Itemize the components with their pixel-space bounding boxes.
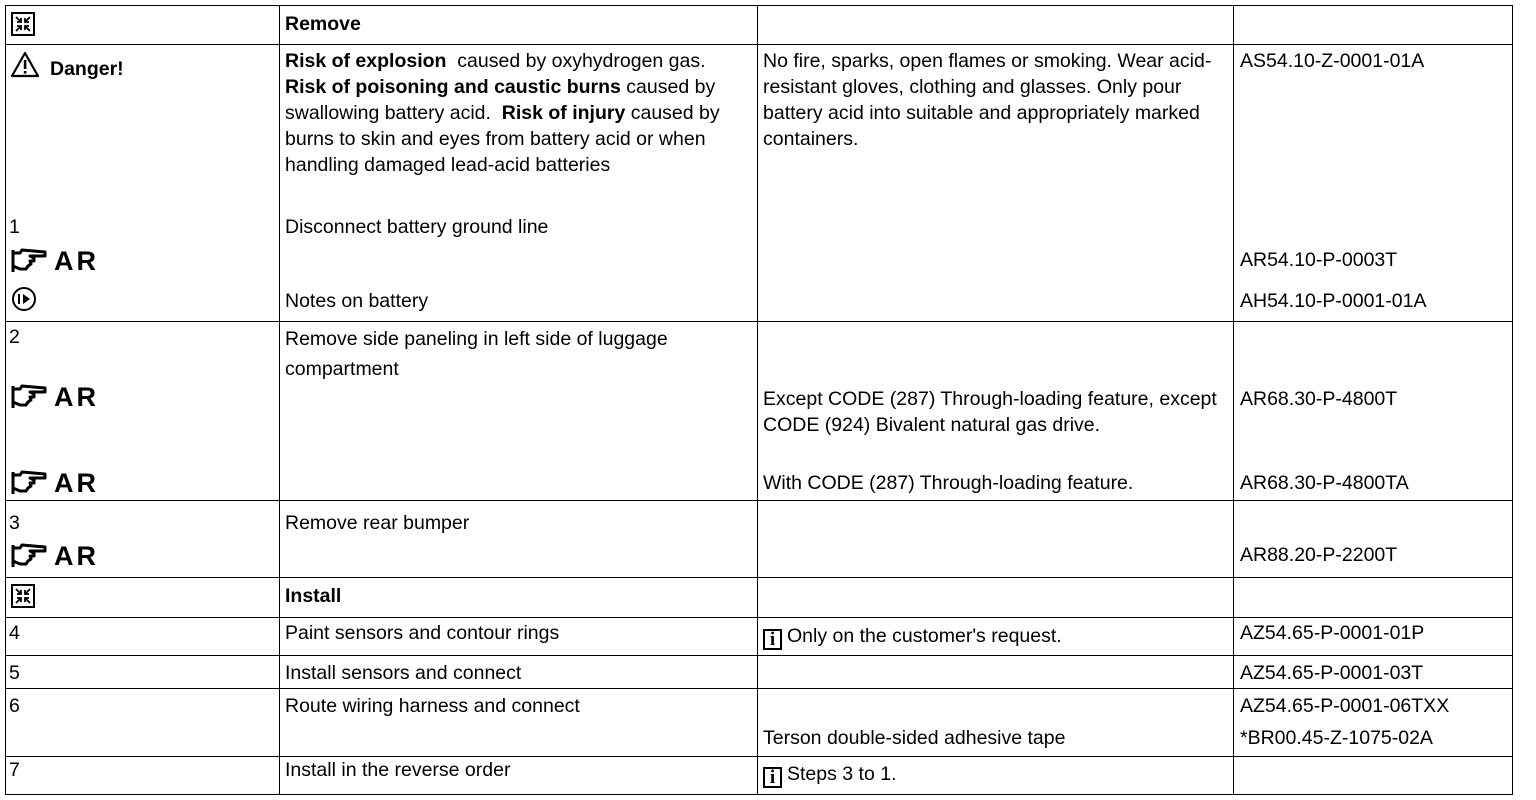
note-icon xyxy=(11,286,37,318)
step-number: 3 xyxy=(9,512,20,534)
info-text: Only on the customer's request. xyxy=(787,625,1062,647)
step-text: Install in the reverse order xyxy=(285,759,511,781)
step-ref[interactable]: AZ54.65-P-0001-03T xyxy=(1240,662,1424,684)
info-icon: i xyxy=(763,629,782,650)
note-text: Notes on battery xyxy=(285,290,429,312)
ar-ref[interactable]: AR54.10-P-0003T xyxy=(1240,249,1398,271)
step-text: Disconnect battery ground line xyxy=(285,216,549,238)
condition-text: With CODE (287) Through-loading feature. xyxy=(763,472,1134,494)
danger-measures: No fire, sparks, open flames or smoking. Wear acid-resistant gloves, clothing and glasses. Only pour battery acid into suitable and appropriately marked containers. xyxy=(763,50,1212,150)
row-divider xyxy=(5,756,1513,757)
material-ref[interactable]: *BR00.45-Z-1075-02A xyxy=(1240,727,1433,749)
step-text: Remove side paneling in left side of luggage compartment xyxy=(285,328,668,380)
ar-label: AR xyxy=(54,541,99,571)
risk-injury: Risk of injury xyxy=(501,102,626,124)
condition-text: Except CODE (287) Through-loading feature, except CODE (924) Bivalent natural gas drive. xyxy=(763,388,1217,436)
risk-injury-text: caused by burns to skin and eyes from battery acid or when handling damaged lead-acid batteries xyxy=(285,102,720,176)
step-number: 7 xyxy=(9,759,20,781)
info-icon: i xyxy=(763,767,782,788)
column-divider xyxy=(757,5,758,795)
ar-label: AR xyxy=(54,246,99,276)
ar-reference-marker xyxy=(10,541,99,571)
pointing-hand-icon xyxy=(10,246,50,276)
row-divider xyxy=(5,321,1513,322)
step-text: Install sensors and connect xyxy=(285,662,522,684)
info-text: Steps 3 to 1. xyxy=(787,763,897,785)
risk-explosion: Risk of explosion xyxy=(285,50,447,72)
material-text: Terson double-sided adhesive tape xyxy=(763,727,1066,749)
row-divider xyxy=(5,500,1513,501)
risk-poisoning: Risk of poisoning and caustic burns xyxy=(285,76,621,98)
row-divider xyxy=(5,655,1513,656)
row-divider xyxy=(5,577,1513,578)
step-text: Paint sensors and contour rings xyxy=(285,622,560,644)
section-title-install: Install xyxy=(285,585,342,607)
info-note xyxy=(763,761,897,788)
info-note xyxy=(763,623,1062,650)
install-section-icon xyxy=(11,584,35,614)
row-divider xyxy=(5,44,1513,45)
ar-reference-marker xyxy=(10,382,99,412)
step-ref[interactable]: AZ54.65-P-0001-06TXX xyxy=(1240,695,1450,717)
table-border-left xyxy=(5,5,6,795)
section-title-remove: Remove xyxy=(285,13,361,35)
row-divider xyxy=(5,617,1513,618)
step-number: 5 xyxy=(9,662,20,684)
step-text: Remove rear bumper xyxy=(285,512,470,534)
warning-triangle-icon xyxy=(10,51,40,84)
table-border-top xyxy=(5,5,1513,6)
step-text: Route wiring harness and connect xyxy=(285,695,580,717)
risk-explosion-text: caused by oxyhydrogen gas. xyxy=(457,50,706,72)
danger-ref[interactable]: AS54.10-Z-0001-01A xyxy=(1240,50,1425,72)
condition-ref[interactable]: AR68.30-P-4800T xyxy=(1240,388,1398,410)
column-divider xyxy=(279,5,280,795)
danger-description xyxy=(285,48,750,178)
note-ref[interactable]: AH54.10-P-0001-01A xyxy=(1240,290,1427,312)
table-border-bottom xyxy=(5,794,1513,795)
step-number: 2 xyxy=(9,326,20,348)
ar-reference-marker xyxy=(10,246,99,276)
step-number: 1 xyxy=(9,216,20,238)
risk-poisoning-text: caused by swallowing battery acid. xyxy=(285,76,716,124)
remove-section-icon xyxy=(11,12,35,42)
ar-label: AR xyxy=(54,382,99,412)
row-divider xyxy=(5,688,1513,689)
step-number: 4 xyxy=(9,622,20,644)
condition-ref[interactable]: AR68.30-P-4800TA xyxy=(1240,472,1409,494)
ar-ref[interactable]: AR88.20-P-2200T xyxy=(1240,544,1398,566)
pointing-hand-icon xyxy=(10,382,50,412)
column-divider xyxy=(1233,5,1234,795)
pointing-hand-icon xyxy=(10,468,50,498)
step-number: 6 xyxy=(9,695,20,717)
step-ref[interactable]: AZ54.65-P-0001-01P xyxy=(1240,622,1425,644)
table-border-right xyxy=(1512,5,1513,795)
pointing-hand-icon xyxy=(10,541,50,571)
danger-label: Danger! xyxy=(50,58,124,80)
ar-reference-marker xyxy=(10,468,99,498)
ar-label: AR xyxy=(54,468,99,498)
